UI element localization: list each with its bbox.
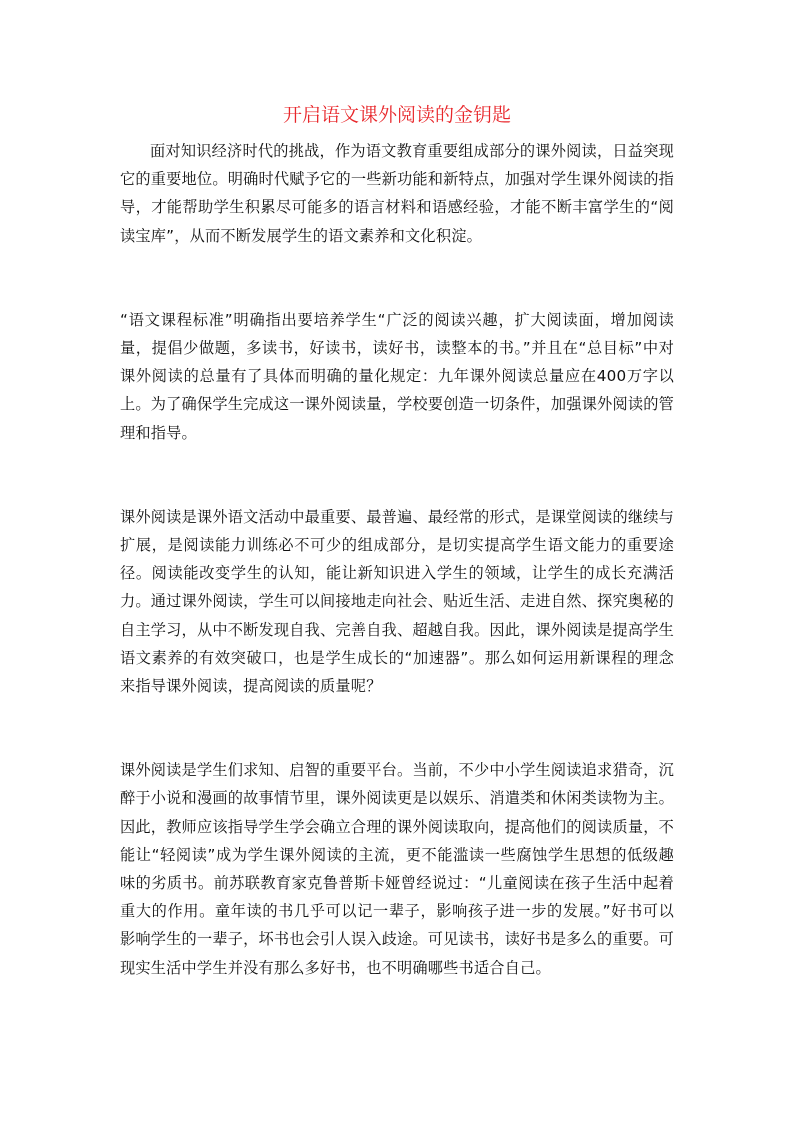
- paragraph-reading-importance: 课外阅读是课外语文活动中最重要、最普遍、最经常的形式，是课堂阅读的继续与扩展，是阅读能力训练必不可少的组成部分，是切实提高学生语文能力的重要途径。阅读能改变学生的认知，能让新知识进入学生的领域，让学生的成长充满活力。通过课外阅读，学生可以间接地走向社会、贴近生活、走进自然、探究奥秘的自主学习，从中不断发现自我、完善自我、超越自我。因此，课外阅读是提高学生语文素养的有效突破口，也是学生成长的“加速器”。那么如何运用新课程的理念来指导课外阅读，提高阅读的质量呢？: [120, 507, 674, 696]
- paragraph-reading-guidance: 课外阅读是学生们求知、启智的重要平台。当前，不少中小学生阅读追求猎奇，沉醉于小说和漫画的故事情节里，课外阅读更是以娱乐、消遣类和休闲类读物为主。因此，教师应该指导学生学会确立合理的课外阅读取向，提高他们的阅读质量，不能让“轻阅读”成为学生课外阅读的主流，更不能滥读一些腐蚀学生思想的低级趣味的劣质书。前苏联教育家克鲁普斯卡娅曾经说过：“儿童阅读在孩子生活中起着重大的作用。童年读的书几乎可以记一辈子，影响孩子进一步的发展。”好书可以影响学生的一辈子，坏书也会引人误入歧途。可见读书，读好书是多么的重要。可现实生活中学生并没有那么多好书，也不明确哪些书适合自己。: [120, 761, 674, 977]
- document-body: [120, 137, 674, 982]
- paragraph-spacer: [120, 250, 674, 306]
- paragraph-curriculum-standard: “语文课程标准”明确指出要培养学生“广泛的阅读兴趣，扩大阅读面，增加阅读量，提倡少做题，多读书，好读书，读好书，读整本的书。”并且在“总目标”中对课外阅读的总量有了具体而明确的量化规定：九年课外阅读总量应在400万字以上。为了确保学生完成这一课外阅读量，学校要创造一切条件，加强课外阅读的管理和指导。: [120, 310, 674, 442]
- document-title: 开启语文课外阅读的金钥匙: [282, 104, 511, 126]
- paragraph-intro: 面对知识经济时代的挑战，作为语文教育重要组成部分的课外阅读，日益突现它的重要地位。明确时代赋予它的一些新功能和新特点，加强对学生课外阅读的指导，才能帮助学生积累尽可能多的语言材料和语感经验，才能不断丰富学生的“阅读宝库”，从而不断发展学生的语文素养和文化积淀。: [120, 142, 674, 245]
- paragraph-spacer: [120, 447, 674, 503]
- paragraph-spacer: [120, 700, 674, 756]
